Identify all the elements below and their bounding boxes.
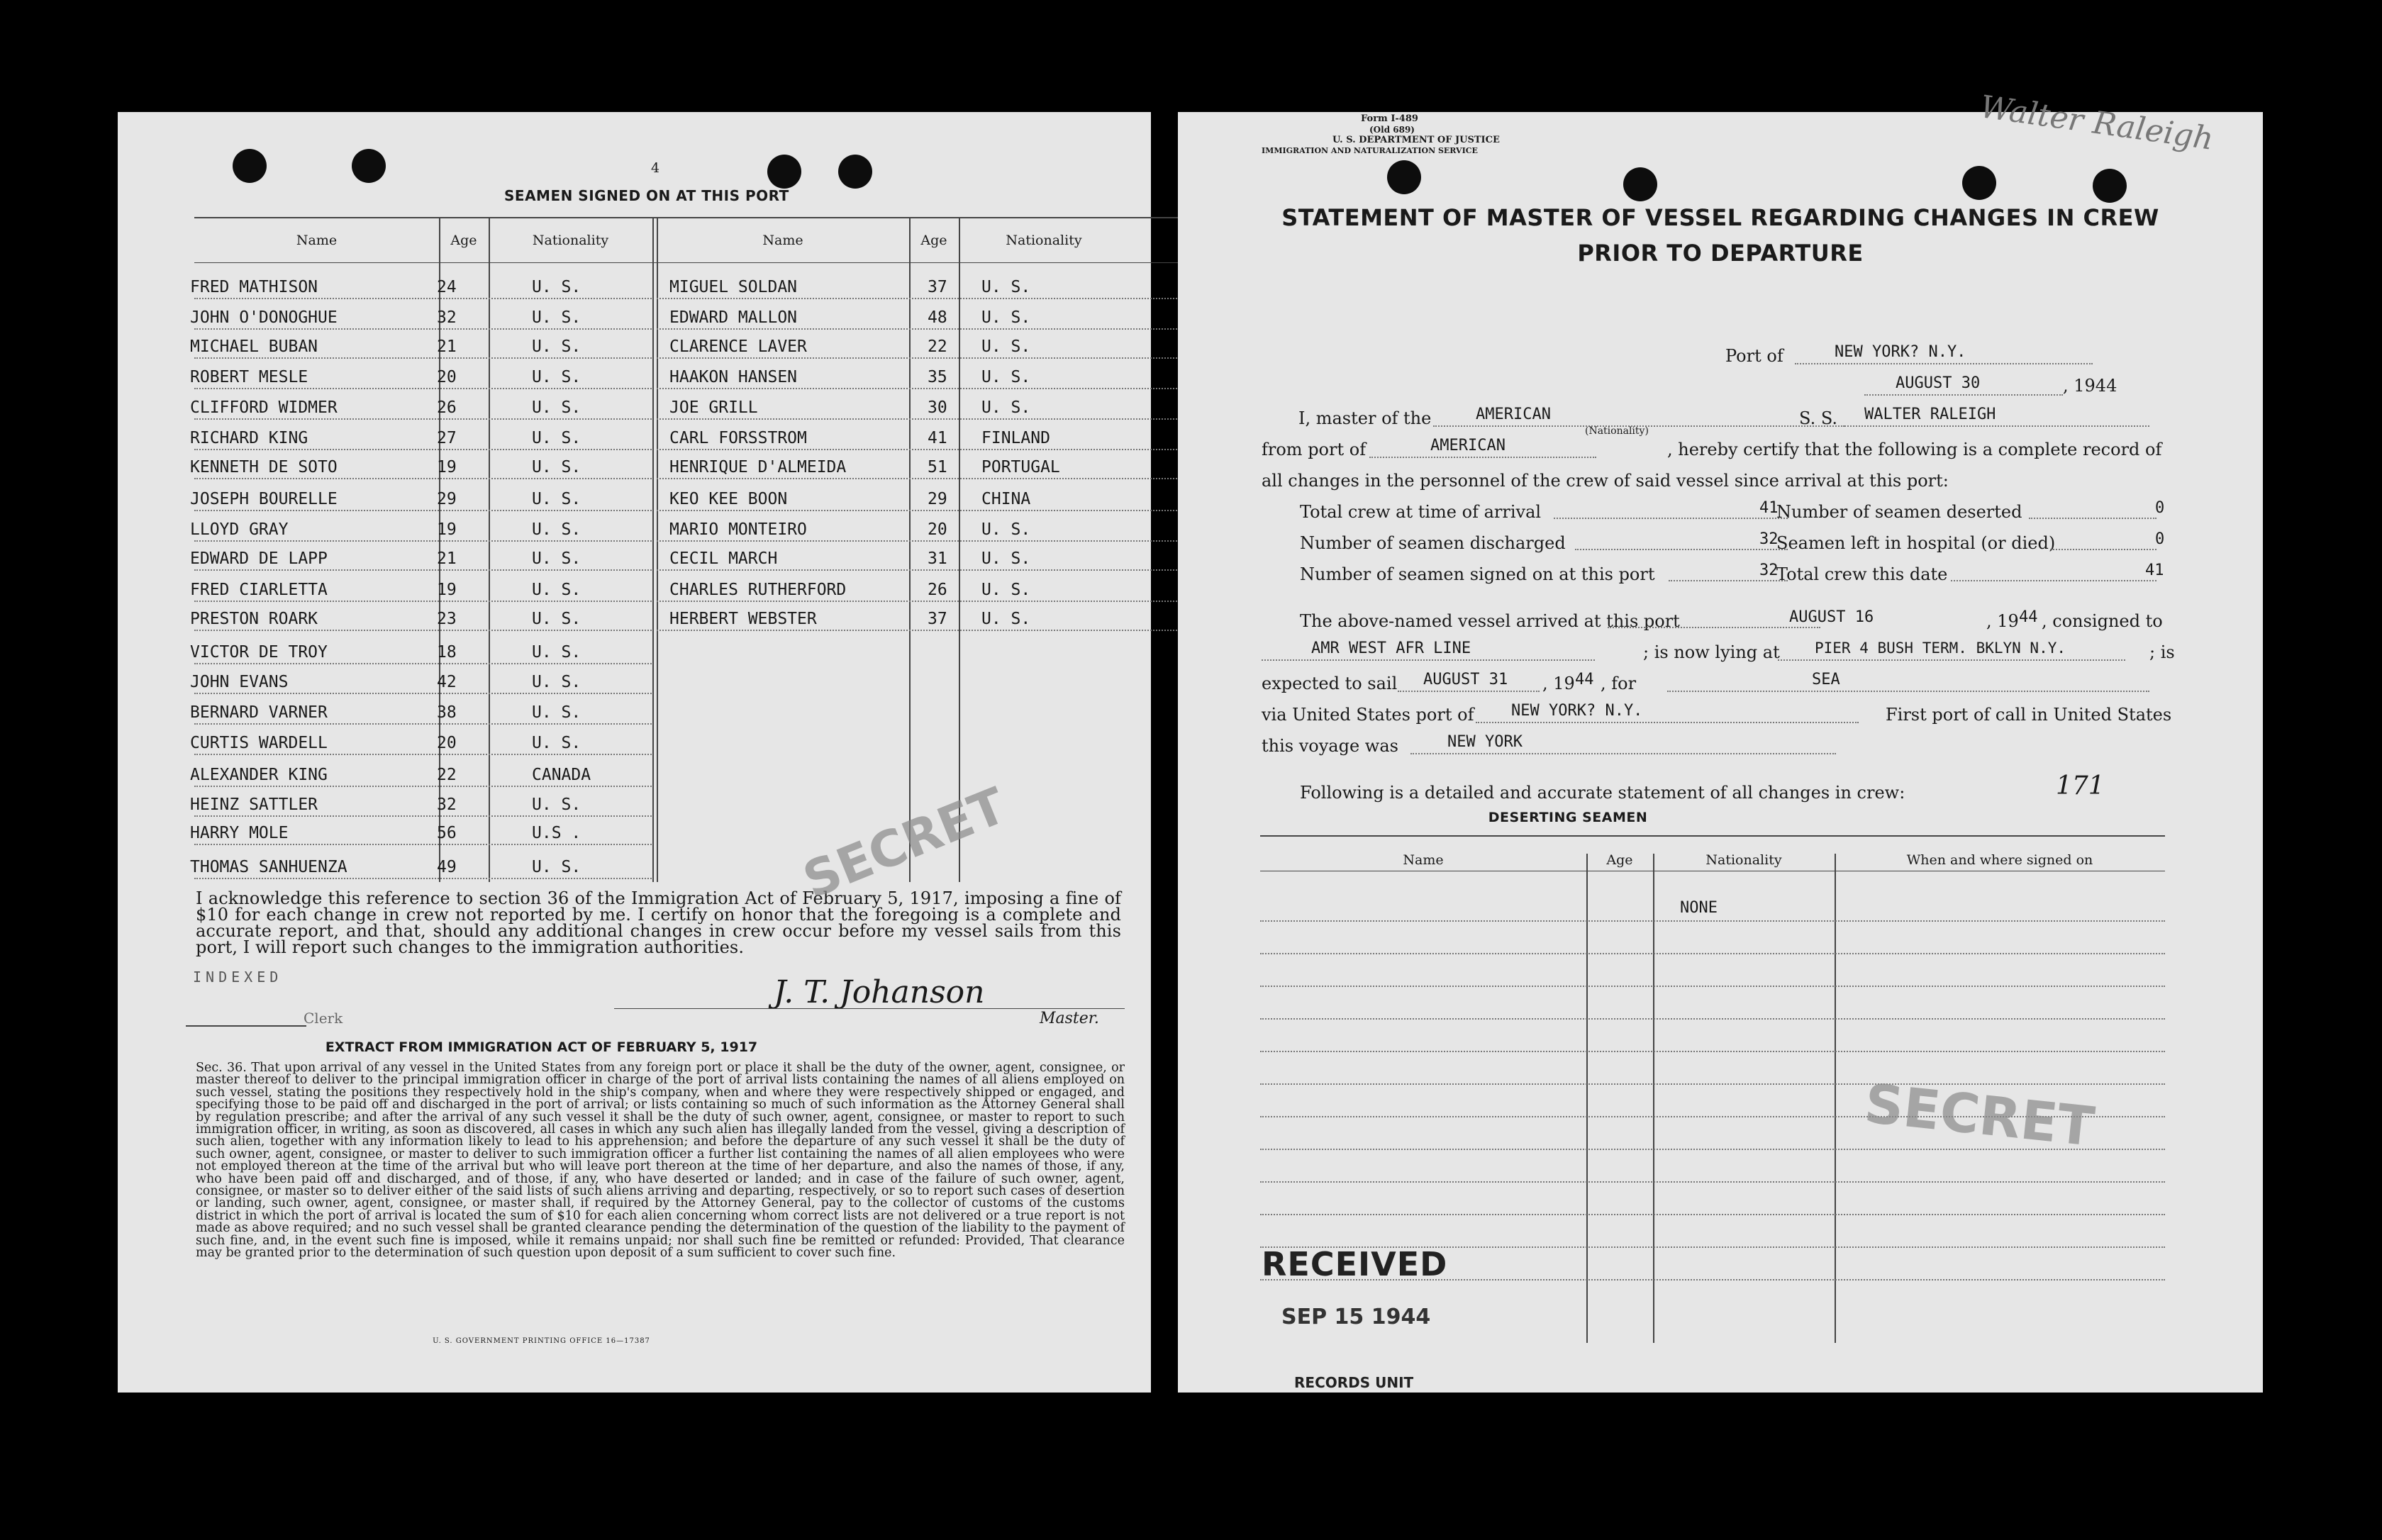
- punch-hole: [838, 155, 872, 189]
- col-header-nationality: Nationality: [532, 233, 609, 248]
- master-of-label: I, master of the: [1298, 408, 1432, 428]
- received-stamp: RECEIVED: [1262, 1245, 1448, 1283]
- row-rule: [194, 754, 652, 755]
- seaman-name: LLOYD GRAY: [190, 520, 289, 539]
- row-rule: [194, 786, 652, 787]
- secret-stamp: SECRET: [1861, 1071, 2098, 1159]
- seaman-name: MICHAEL BUBAN: [190, 337, 318, 356]
- col-divider: [1653, 854, 1654, 1343]
- seaman-nationality: CHINA: [981, 490, 1031, 508]
- seaman-nationality: U. S.: [981, 368, 1031, 386]
- seaman-nationality: U. S.: [532, 858, 581, 876]
- seaman-age: 32: [437, 796, 457, 814]
- form-old: (Old 689): [1369, 125, 1415, 135]
- port-value: NEW YORK? N.Y.: [1835, 343, 1966, 361]
- seaman-age: 19: [437, 520, 457, 539]
- row-rule: [657, 357, 1245, 359]
- seaman-nationality: U. S.: [532, 337, 581, 356]
- seaman-name: CECIL MARCH: [669, 549, 778, 568]
- table-top-rule: [194, 217, 1237, 218]
- punch-hole: [233, 149, 267, 183]
- seaman-age: 37: [928, 278, 947, 296]
- punch-hole: [1623, 167, 1657, 201]
- seaman-age: 22: [437, 766, 457, 784]
- seaman-name: PRESTON ROARK: [190, 610, 318, 628]
- sail-date: AUGUST 31: [1423, 671, 1508, 688]
- seaman-name: FRED CIARLETTA: [190, 581, 328, 599]
- seaman-age: 24: [437, 278, 457, 296]
- deserting-entry: NONE: [1680, 899, 1718, 917]
- row-rule: [657, 569, 1245, 571]
- seaman-nationality: CANADA: [532, 766, 591, 784]
- consigned-label: , consigned to: [2042, 611, 2163, 631]
- seaman-age: 27: [437, 429, 457, 447]
- total-arrival-label: Total crew at time of arrival: [1300, 502, 1542, 522]
- row-rule: [194, 418, 652, 420]
- arrived-date: AUGUST 16: [1789, 608, 1874, 626]
- master-signature: J. T. Johanson: [774, 974, 985, 1010]
- seaman-nationality: U. S.: [981, 337, 1031, 356]
- table-top-rule: [1260, 835, 2165, 837]
- seaman-age: 51: [928, 458, 947, 476]
- seaman-nationality: U. S.: [532, 368, 581, 386]
- dot-leader: [1669, 580, 1788, 581]
- col-divider: [959, 217, 960, 882]
- seaman-name: CHARLES RUTHERFORD: [669, 581, 847, 599]
- seaman-age: 37: [928, 610, 947, 628]
- date-value: AUGUST 30: [1896, 374, 1981, 392]
- arrived-label: The above-named vessel arrived at this port: [1300, 611, 1680, 631]
- service-name: IMMIGRATION AND NATURALIZATION SERVICE: [1262, 146, 1478, 155]
- row-rule: [194, 601, 652, 602]
- col-divider: [652, 217, 654, 882]
- deserted-label: Number of seamen deserted: [1776, 502, 2022, 522]
- destination: SEA: [1812, 671, 1840, 688]
- row-rule: [194, 569, 652, 571]
- seaman-age: 20: [437, 368, 457, 386]
- seaman-age: 19: [437, 458, 457, 476]
- total-today-value: 41: [2145, 562, 2164, 579]
- extract-title: EXTRACT FROM IMMIGRATION ACT OF FEBRUARY 5, 1917: [325, 1039, 758, 1055]
- row-rule: [194, 663, 652, 664]
- row-rule: [657, 449, 1245, 450]
- seaman-name: KENNETH DE SOTO: [190, 458, 338, 476]
- seaman-name: HARRY MOLE: [190, 824, 289, 842]
- signature-line: [614, 1008, 1125, 1009]
- seaman-name: BERNARD VARNER: [190, 703, 328, 722]
- seaman-name: RICHARD KING: [190, 429, 308, 447]
- punch-hole: [352, 149, 386, 183]
- seaman-name: HEINZ SATTLER: [190, 796, 318, 814]
- fill-line: [1667, 691, 2149, 692]
- following-text: Following is a detailed and accurate statement of all changes in crew:: [1300, 783, 1905, 803]
- row-rule: [657, 630, 1245, 631]
- desert-col-nationality: Nationality: [1705, 852, 1782, 868]
- row-rule: [657, 510, 1245, 511]
- seaman-age: 20: [928, 520, 947, 539]
- seaman-nationality: U. S.: [532, 796, 581, 814]
- seaman-nationality: U. S.: [981, 520, 1031, 539]
- consignee: AMR WEST AFR LINE: [1311, 640, 1471, 657]
- row-rule: [1260, 953, 2165, 954]
- row-rule: [657, 478, 1245, 479]
- seaman-age: 48: [928, 308, 947, 327]
- seaman-nationality: U. S.: [532, 490, 581, 508]
- dot-leader: [1951, 580, 2156, 581]
- row-rule: [1260, 1083, 2165, 1085]
- seaman-name: CURTIS WARDELL: [190, 734, 328, 752]
- seaman-age: 42: [437, 673, 457, 691]
- seaman-nationality: FINLAND: [981, 429, 1050, 447]
- extract-text: Sec. 36. That upon arrival of any vessel in the United States from any foreign port or place it shall be the duty of the owner, agent, consignee, or master thereof to deliver to the principal immigration officer in charge of the port of arrival lists containing the names of all aliens employed on such vessel, stating the positions they respectively hold in the ship's company, when and where they were respectively shipped or engaged, and specifying those to be paid off and discharged in the port of arrival; or lists containing so much of such information as the Attorney General shall by regulation prescribe; and after the arrival of any such vessel it shall be the duty of such owner, agent, consignee, or master to report to such immigration officer, in writing, as soon as discovered, all cases in which any such alien has illegally landed from the vessel, giving a description of such alien, together with any information likely to lead to his apprehension; and before the departure of any such vessel it shall be the duty of such owner, agent, consignee, or master to deliver to such immigration officer a further list containing the names of all alien employees who were not employed thereon at the time of the arrival but who will leave port thereon at the time of her departure, and also the names of those, if any, who have been paid off and discharged, and of those, if any, who have deserted or landed; and in case of the failure of such owner, agent, consignee, or master so to deliver either of the said lists of such aliens arriving and departing, respectively, or so to report such cases of desertion or landing, such owner, agent, consignee, or master shall, if required by the Attorney General, pay to the collector of customs of the customs district in which the port of arrival is located the sum of $10 for each alien concerning whom correct lists are not delivered or a true report is not made as above required; and no such vessel shall be granted clearance pending the determination of the question of the liability to the payment of such fine, and, in the event such fine is imposed, while it remains unpaid; nor shall such fine be remitted or refunded: Provided, That clearance may be granted prior to the determination of such question upon deposit of a sum sufficient to cover such fine.: [196, 1061, 1125, 1261]
- indexed-stamp: INDEXED: [193, 969, 283, 986]
- seaman-age: 22: [928, 337, 947, 356]
- seaman-age: 29: [437, 490, 457, 508]
- vessel-name: WALTER RALEIGH: [1864, 406, 1996, 423]
- row-rule: [1260, 1181, 2165, 1183]
- row-rule: [194, 449, 652, 450]
- seaman-age: 31: [928, 549, 947, 568]
- dot-leader: [2029, 518, 2156, 519]
- punch-hole: [767, 155, 801, 189]
- seaman-name: FRED MATHISON: [190, 278, 318, 296]
- row-rule: [194, 388, 652, 389]
- seaman-name: MIGUEL SOLDAN: [669, 278, 798, 296]
- sail-year: 44: [1575, 671, 1594, 688]
- seaman-nationality: U.S .: [532, 824, 581, 842]
- first-port-label: First port of call in United States: [1886, 705, 2172, 725]
- lying-label: ; is now lying at: [1643, 642, 1780, 662]
- seaman-nationality: U. S.: [532, 734, 581, 752]
- dot-leader: [1554, 518, 1788, 519]
- seaman-nationality: U. S.: [532, 549, 581, 568]
- arrived-year: 44: [2019, 608, 2038, 626]
- row-rule: [1260, 986, 2165, 987]
- row-rule: [194, 693, 652, 694]
- seaman-nationality: PORTUGAL: [981, 458, 1060, 476]
- col-divider: [909, 217, 911, 882]
- seaman-name: JOSEPH BOURELLE: [190, 490, 338, 508]
- col-divider: [657, 217, 658, 882]
- seaman-name: HAAKON HANSEN: [669, 368, 798, 386]
- fill-line: [1844, 425, 2149, 427]
- seaman-name: EDWARD MALLON: [669, 308, 798, 327]
- col-divider: [1835, 854, 1836, 1343]
- secret-stamp: SECRET: [795, 776, 1014, 910]
- seaman-nationality: U. S.: [981, 308, 1031, 327]
- clerk-label: Clerk: [304, 1010, 343, 1027]
- seaman-nationality: U. S.: [532, 643, 581, 662]
- seaman-age: 32: [437, 308, 457, 327]
- acknowledgement-text: I acknowledge this reference to section 36 of the Immigration Act of February 5, 1917, imposing a fine of $10 for each change in crew not reported by me. I certify on honor that the foregoing is a complete and accurate report, and that, should any additional changes in crew occur before my vessel sails from this port, I will report such changes to the immigration authorities.: [196, 888, 1121, 957]
- pier-location: PIER 4 BUSH TERM. BKLYN N.Y.: [1815, 640, 2066, 657]
- seaman-name: MARIO MONTEIRO: [669, 520, 807, 539]
- row-rule: [194, 844, 652, 845]
- discharged-value: 32: [1759, 530, 1779, 548]
- right-page: [1178, 89, 2263, 1393]
- fill-line: [1795, 363, 2093, 364]
- form-id: Form I-489: [1361, 113, 1418, 124]
- row-rule: [657, 601, 1245, 602]
- row-rule: [1260, 1018, 2165, 1020]
- hospital-value: 0: [2155, 530, 2165, 548]
- seaman-age: 19: [437, 581, 457, 599]
- col-header-name: Name: [762, 233, 803, 248]
- discharged-label: Number of seamen discharged: [1300, 533, 1566, 553]
- desert-col-name: Name: [1403, 852, 1444, 868]
- seaman-age: 38: [437, 703, 457, 722]
- seaman-age: 18: [437, 643, 457, 662]
- seaman-nationality: U. S.: [981, 581, 1031, 599]
- deserting-title: DESERTING SEAMEN: [1488, 810, 1648, 825]
- row-rule: [194, 630, 652, 631]
- seaman-nationality: U. S.: [981, 610, 1031, 628]
- fill-line: [1262, 659, 1595, 661]
- seaman-nationality: U. S.: [532, 398, 581, 417]
- seaman-nationality: U. S.: [981, 549, 1031, 568]
- seaman-name: JOE GRILL: [669, 398, 758, 417]
- seaman-name: CLARENCE LAVER: [669, 337, 807, 356]
- seaman-age: 30: [928, 398, 947, 417]
- seaman-nationality: U. S.: [532, 429, 581, 447]
- deserted-value: 0: [2155, 499, 2165, 517]
- seaman-age: 21: [437, 549, 457, 568]
- seaman-name: HERBERT WEBSTER: [669, 610, 817, 628]
- received-date: SEP 15 1944: [1281, 1305, 1431, 1329]
- seaman-name: JOHN EVANS: [190, 673, 289, 691]
- seaman-age: 29: [928, 490, 947, 508]
- left-page: [118, 112, 1151, 1393]
- seaman-nationality: U. S.: [532, 673, 581, 691]
- seaman-age: 41: [928, 429, 947, 447]
- handwritten-corner-note: Walter Raleigh: [1978, 89, 2216, 157]
- ss-label: S. S.: [1799, 408, 1838, 428]
- seaman-age: 26: [437, 398, 457, 417]
- row-rule: [657, 540, 1245, 542]
- changes-text: all changes in the personnel of the crew of said vessel since arrival at this port:: [1262, 471, 1949, 491]
- is-label: ; is: [2149, 642, 2175, 662]
- department-name: U. S. DEPARTMENT OF JUSTICE: [1332, 135, 1500, 145]
- punch-hole: [2093, 169, 2127, 203]
- seaman-name: KEO KEE BOON: [669, 490, 788, 508]
- row-rule: [1260, 1214, 2165, 1215]
- fill-line: [1778, 659, 2125, 661]
- col-header-name: Name: [296, 233, 338, 248]
- sail-year-prefix: , 19: [1542, 674, 1575, 693]
- row-rule: [1260, 920, 2165, 922]
- expected-label: expected to sail: [1262, 674, 1398, 693]
- seaman-age: 23: [437, 610, 457, 628]
- seaman-age: 35: [928, 368, 947, 386]
- col-divider: [1586, 854, 1588, 1343]
- nationality-caption: (Nationality): [1585, 425, 1649, 437]
- row-rule: [194, 478, 652, 479]
- form-title-line1: STATEMENT OF MASTER OF VESSEL REGARDING CHANGES IN CREW: [1281, 204, 2159, 231]
- seaman-name: EDWARD DE LAPP: [190, 549, 328, 568]
- desert-col-signed-on: When and where signed on: [1906, 852, 2093, 868]
- col-header-age: Age: [450, 233, 477, 248]
- col-divider: [489, 217, 490, 882]
- clerk-line: [186, 1025, 306, 1027]
- records-unit: RECORDS UNIT: [1294, 1374, 1414, 1391]
- punch-hole: [1962, 166, 1996, 200]
- fill-line: [1398, 691, 1540, 692]
- seaman-name: CLIFFORD WIDMER: [190, 398, 338, 417]
- row-rule: [194, 878, 652, 879]
- arrived-year-prefix: , 19: [1986, 611, 2019, 631]
- seaman-age: 26: [928, 581, 947, 599]
- seaman-name: ROBERT MESLE: [190, 368, 308, 386]
- row-rule: [657, 328, 1245, 330]
- form-title-line2: PRIOR TO DEPARTURE: [1577, 240, 1864, 267]
- row-rule: [657, 388, 1245, 389]
- seaman-nationality: U. S.: [532, 520, 581, 539]
- seaman-nationality: U. S.: [532, 581, 581, 599]
- seaman-nationality: U. S.: [981, 398, 1031, 417]
- seaman-name: ALEXANDER KING: [190, 766, 328, 784]
- from-port-value: AMERICAN: [1430, 437, 1506, 454]
- from-port-label: from port of: [1262, 440, 1367, 459]
- seaman-nationality: U. S.: [532, 278, 581, 296]
- row-rule: [1260, 1051, 2165, 1052]
- master-label: Master.: [1040, 1010, 1099, 1027]
- total-today-label: Total crew this date: [1776, 564, 1948, 584]
- nationality-value: AMERICAN: [1476, 406, 1551, 423]
- fill-line: [1369, 457, 1596, 458]
- punch-hole: [1387, 160, 1421, 194]
- seaman-age: 21: [437, 337, 457, 356]
- row-rule: [194, 723, 652, 725]
- row-rule: [194, 815, 652, 817]
- row-rule: [657, 298, 1245, 299]
- seaman-nationality: U. S.: [532, 308, 581, 327]
- row-rule: [194, 357, 652, 359]
- seaman-nationality: U. S.: [532, 610, 581, 628]
- left-page-title: SEAMEN SIGNED ON AT THIS PORT: [504, 187, 789, 204]
- fill-line: [1410, 753, 1836, 754]
- signed-on-label: Number of seamen signed on at this port: [1300, 564, 1655, 584]
- total-arrival-value: 41: [1759, 499, 1779, 517]
- seaman-age: 49: [437, 858, 457, 876]
- row-rule: [194, 298, 652, 299]
- voyage-label: this voyage was: [1262, 736, 1398, 756]
- first-port-value: NEW YORK: [1447, 733, 1523, 751]
- seaman-nationality: U. S.: [981, 278, 1031, 296]
- for-label: , for: [1601, 674, 1637, 693]
- seaman-nationality: U. S.: [532, 458, 581, 476]
- row-rule: [194, 510, 652, 511]
- seaman-name: VICTOR DE TROY: [190, 643, 328, 662]
- row-rule: [194, 540, 652, 542]
- via-label: via United States port of: [1262, 705, 1474, 725]
- signed-on-value: 32: [1759, 562, 1779, 579]
- col-header-nationality: Nationality: [1006, 233, 1082, 248]
- certify-text: , hereby certify that the following is a complete record of: [1667, 440, 2162, 459]
- year-value: , 1944: [2063, 376, 2117, 396]
- fill-line: [1864, 394, 2063, 396]
- port-label: Port of: [1725, 346, 1783, 366]
- fill-line: [1476, 722, 1859, 723]
- page-number: 4: [651, 160, 660, 176]
- seaman-name: CARL FORSSTROM: [669, 429, 807, 447]
- seaman-name: THOMAS SANHUENZA: [190, 858, 347, 876]
- printing-office-line: U. S. GOVERNMENT PRINTING OFFICE 16—17387: [433, 1337, 650, 1345]
- handwritten-count: 171: [2056, 771, 2105, 800]
- row-rule: [194, 328, 652, 330]
- row-rule: [657, 418, 1245, 420]
- col-header-age: Age: [920, 233, 947, 248]
- dot-leader: [1575, 549, 1788, 550]
- fill-line: [1608, 627, 1820, 628]
- table-header-rule: [194, 262, 1237, 263]
- desert-col-age: Age: [1606, 852, 1633, 868]
- seaman-name: JOHN O'DONOGHUE: [190, 308, 338, 327]
- hospital-label: Seamen left in hospital (or died): [1776, 533, 2056, 553]
- seaman-age: 20: [437, 734, 457, 752]
- seaman-age: 56: [437, 824, 457, 842]
- seaman-name: HENRIQUE D'ALMEIDA: [669, 458, 847, 476]
- dot-leader: [2050, 549, 2156, 550]
- seaman-nationality: U. S.: [532, 703, 581, 722]
- via-port: NEW YORK? N.Y.: [1511, 702, 1643, 720]
